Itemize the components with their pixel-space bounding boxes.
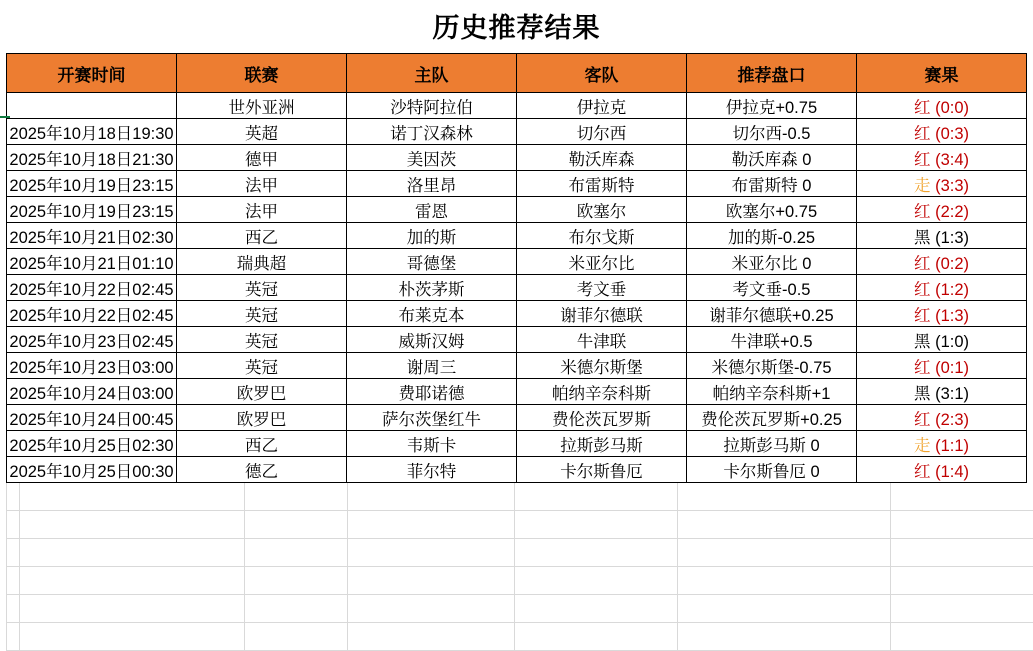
cell-league[interactable]: 法甲 xyxy=(177,197,347,223)
result-score: (1:1) xyxy=(935,437,969,455)
cell-home-team[interactable]: 哥德堡 xyxy=(347,249,517,275)
empty-cell[interactable] xyxy=(20,623,245,651)
result-badge xyxy=(914,120,969,144)
result-badge xyxy=(914,380,969,404)
result-tag: 红 xyxy=(914,125,931,143)
cell-home-team[interactable]: 布莱克本 xyxy=(347,301,517,327)
cell-result[interactable] xyxy=(857,145,1027,171)
result-tag: 黑 xyxy=(914,333,931,351)
result-score: (3:3) xyxy=(935,177,969,195)
cell-recommended-pick[interactable]: 布雷斯特 0 xyxy=(687,171,857,197)
cell-recommended-pick[interactable]: 米德尔斯堡-0.75 xyxy=(687,353,857,379)
cell-match-time[interactable]: 2025年10月24日00:45 xyxy=(7,405,177,431)
empty-cell[interactable] xyxy=(515,539,678,567)
cell-league[interactable]: 英冠 xyxy=(177,275,347,301)
cell-match-time[interactable]: 2025年10月19日23:15 xyxy=(7,171,177,197)
cell-match-time[interactable]: 2025年10月25日00:30 xyxy=(7,457,177,483)
empty-cell[interactable] xyxy=(245,483,348,511)
result-score: (3:1) xyxy=(935,385,969,403)
cell-recommended-pick[interactable]: 费伦茨瓦罗斯+0.25 xyxy=(687,405,857,431)
cell-result[interactable] xyxy=(857,171,1027,197)
cell-result[interactable] xyxy=(857,457,1027,483)
table-row[interactable] xyxy=(7,223,1027,249)
cell-away-team[interactable]: 帕纳辛奈科斯 xyxy=(517,379,687,405)
cell-recommended-pick[interactable]: 欧塞尔+0.75 xyxy=(687,197,857,223)
result-badge xyxy=(914,406,969,430)
empty-cell[interactable] xyxy=(348,511,515,539)
result-tag: 红 xyxy=(914,99,931,117)
result-badge xyxy=(914,458,969,482)
empty-cell[interactable] xyxy=(891,511,1033,539)
empty-cell[interactable] xyxy=(891,623,1033,651)
empty-cell[interactable] xyxy=(245,511,348,539)
cell-away-team[interactable]: 卡尔斯鲁厄 xyxy=(517,457,687,483)
empty-cell[interactable] xyxy=(891,483,1033,511)
result-score: (0:3) xyxy=(935,125,969,143)
result-badge xyxy=(914,432,969,456)
empty-cell[interactable] xyxy=(7,539,20,567)
table-row[interactable] xyxy=(7,353,1027,379)
empty-cell[interactable] xyxy=(515,595,678,623)
table-row[interactable] xyxy=(7,405,1027,431)
cell-result[interactable] xyxy=(857,197,1027,223)
result-score: (1:3) xyxy=(935,229,969,247)
column-header-time[interactable]: 开赛时间 xyxy=(7,54,177,93)
table-row[interactable] xyxy=(7,301,1027,327)
result-tag: 红 xyxy=(914,463,931,481)
result-tag: 红 xyxy=(914,307,931,325)
result-tag: 黑 xyxy=(914,385,931,403)
empty-cell[interactable] xyxy=(678,567,891,595)
empty-cell[interactable] xyxy=(7,511,20,539)
cell-match-time[interactable]: 2025年10月22日02:45 xyxy=(7,275,177,301)
result-badge xyxy=(914,276,969,300)
cell-away-team[interactable]: 拉斯彭马斯 xyxy=(517,431,687,457)
cell-match-time[interactable]: 2025年10月21日01:10 xyxy=(7,249,177,275)
table-row[interactable] xyxy=(7,327,1027,353)
empty-cell[interactable] xyxy=(7,595,20,623)
column-header-away-team[interactable]: 客队 xyxy=(517,54,687,93)
cell-result[interactable] xyxy=(857,249,1027,275)
empty-row[interactable] xyxy=(7,595,1033,623)
empty-cell[interactable] xyxy=(348,623,515,651)
empty-cell[interactable] xyxy=(245,539,348,567)
result-score: (2:2) xyxy=(935,203,969,221)
cell-away-team[interactable]: 布雷斯特 xyxy=(517,171,687,197)
cell-match-time[interactable]: 2025年10月22日02:45 xyxy=(7,301,177,327)
result-badge xyxy=(914,146,969,170)
table-row[interactable] xyxy=(7,171,1027,197)
cell-league[interactable]: 德乙 xyxy=(177,457,347,483)
empty-cell[interactable] xyxy=(348,483,515,511)
cell-recommended-pick[interactable]: 米亚尔比 0 xyxy=(687,249,857,275)
cell-result[interactable] xyxy=(857,431,1027,457)
row-selection-indicator xyxy=(0,90,10,118)
cell-recommended-pick[interactable]: 考文垂-0.5 xyxy=(687,275,857,301)
cell-result[interactable] xyxy=(857,119,1027,145)
cell-result[interactable] xyxy=(857,223,1027,249)
empty-cell[interactable] xyxy=(891,567,1033,595)
cell-match-time[interactable]: 2025年10月19日23:15 xyxy=(7,197,177,223)
cell-away-team[interactable]: 谢菲尔德联 xyxy=(517,301,687,327)
cell-home-team[interactable]: 谢周三 xyxy=(347,353,517,379)
cell-match-time[interactable]: 2025年10月25日02:30 xyxy=(7,431,177,457)
result-score: (2:3) xyxy=(935,411,969,429)
cell-recommended-pick[interactable]: 牛津联+0.5 xyxy=(687,327,857,353)
result-tag: 走 xyxy=(914,177,931,195)
cell-result[interactable] xyxy=(857,353,1027,379)
result-badge xyxy=(914,198,969,222)
cell-home-team[interactable]: 朴茨茅斯 xyxy=(347,275,517,301)
result-score: (1:3) xyxy=(935,307,969,325)
cell-league[interactable]: 世外亚洲 xyxy=(177,93,347,119)
cell-league[interactable]: 德甲 xyxy=(177,145,347,171)
history-results-table xyxy=(6,53,1027,483)
cell-recommended-pick[interactable]: 谢菲尔德联+0.25 xyxy=(687,301,857,327)
table-row[interactable] xyxy=(7,379,1027,405)
cell-away-team[interactable]: 布尔戈斯 xyxy=(517,223,687,249)
cell-match-time[interactable] xyxy=(7,93,177,119)
result-tag: 红 xyxy=(914,359,931,377)
empty-cell[interactable] xyxy=(20,511,245,539)
cell-recommended-pick[interactable]: 卡尔斯鲁厄 0 xyxy=(687,457,857,483)
cell-result[interactable] xyxy=(857,275,1027,301)
result-badge xyxy=(914,250,969,274)
result-score: (0:0) xyxy=(935,99,969,117)
result-tag: 红 xyxy=(914,411,931,429)
cell-result[interactable] xyxy=(857,301,1027,327)
table-row[interactable] xyxy=(7,145,1027,171)
empty-cell[interactable] xyxy=(7,567,20,595)
cell-league[interactable]: 瑞典超 xyxy=(177,249,347,275)
result-score: (3:4) xyxy=(935,151,969,169)
empty-cell[interactable] xyxy=(515,567,678,595)
empty-cell[interactable] xyxy=(678,511,891,539)
cell-match-time[interactable]: 2025年10月18日19:30 xyxy=(7,119,177,145)
empty-cell[interactable] xyxy=(678,539,891,567)
cell-away-team[interactable]: 切尔西 xyxy=(517,119,687,145)
table-row[interactable] xyxy=(7,197,1027,223)
empty-grid-table xyxy=(6,483,1033,651)
empty-cell[interactable] xyxy=(891,539,1033,567)
cell-home-team[interactable]: 萨尔茨堡红牛 xyxy=(347,405,517,431)
cell-result[interactable] xyxy=(857,93,1027,119)
empty-cell[interactable] xyxy=(348,567,515,595)
empty-row[interactable] xyxy=(7,623,1033,651)
empty-cell[interactable] xyxy=(348,539,515,567)
result-score: (1:4) xyxy=(935,463,969,481)
cell-away-team[interactable]: 勒沃库森 xyxy=(517,145,687,171)
cell-match-time[interactable]: 2025年10月23日03:00 xyxy=(7,353,177,379)
empty-cell[interactable] xyxy=(20,483,245,511)
empty-cell[interactable] xyxy=(20,539,245,567)
cell-league[interactable]: 法甲 xyxy=(177,171,347,197)
cell-result[interactable] xyxy=(857,379,1027,405)
result-score: (1:0) xyxy=(935,333,969,351)
cell-league[interactable]: 欧罗巴 xyxy=(177,405,347,431)
cell-result[interactable] xyxy=(857,327,1027,353)
cell-home-team[interactable]: 费耶诺德 xyxy=(347,379,517,405)
cell-recommended-pick[interactable]: 拉斯彭马斯 0 xyxy=(687,431,857,457)
empty-cell[interactable] xyxy=(515,483,678,511)
cell-league[interactable]: 英超 xyxy=(177,119,347,145)
cell-away-team[interactable]: 米德尔斯堡 xyxy=(517,353,687,379)
empty-cell[interactable] xyxy=(678,623,891,651)
result-badge xyxy=(914,224,969,248)
result-badge xyxy=(914,354,969,378)
cell-away-team[interactable]: 米亚尔比 xyxy=(517,249,687,275)
result-tag: 红 xyxy=(914,203,931,221)
result-badge xyxy=(914,172,969,196)
cell-league[interactable]: 欧罗巴 xyxy=(177,379,347,405)
cell-away-team[interactable]: 费伦茨瓦罗斯 xyxy=(517,405,687,431)
empty-cell[interactable] xyxy=(245,595,348,623)
cell-away-team[interactable]: 牛津联 xyxy=(517,327,687,353)
cell-recommended-pick[interactable]: 加的斯-0.25 xyxy=(687,223,857,249)
cell-match-time[interactable]: 2025年10月18日21:30 xyxy=(7,145,177,171)
cell-recommended-pick[interactable]: 帕纳辛奈科斯+1 xyxy=(687,379,857,405)
result-badge xyxy=(914,94,969,118)
cell-home-team[interactable]: 菲尔特 xyxy=(347,457,517,483)
empty-cell[interactable] xyxy=(7,483,20,511)
empty-rows-area xyxy=(0,483,1033,651)
empty-cell[interactable] xyxy=(7,623,20,651)
result-score: (0:2) xyxy=(935,255,969,273)
table-row[interactable] xyxy=(7,93,1027,119)
table-header-row xyxy=(7,54,1027,93)
cell-home-team[interactable]: 韦斯卡 xyxy=(347,431,517,457)
result-badge xyxy=(914,302,969,326)
cell-match-time[interactable]: 2025年10月24日03:00 xyxy=(7,379,177,405)
cell-away-team[interactable]: 伊拉克 xyxy=(517,93,687,119)
cell-home-team[interactable]: 诺丁汉森林 xyxy=(347,119,517,145)
cell-league[interactable]: 西乙 xyxy=(177,223,347,249)
table-body xyxy=(7,93,1027,483)
empty-cell[interactable] xyxy=(515,511,678,539)
cell-match-time[interactable]: 2025年10月21日02:30 xyxy=(7,223,177,249)
cell-home-team[interactable]: 洛里昂 xyxy=(347,171,517,197)
column-header-league[interactable]: 联赛 xyxy=(177,54,347,93)
result-score: (1:2) xyxy=(935,281,969,299)
result-tag: 黑 xyxy=(914,229,931,247)
cell-home-team[interactable]: 威斯汉姆 xyxy=(347,327,517,353)
empty-row[interactable] xyxy=(7,539,1033,567)
table-row[interactable] xyxy=(7,275,1027,301)
cell-match-time[interactable]: 2025年10月23日02:45 xyxy=(7,327,177,353)
cell-result[interactable] xyxy=(857,405,1027,431)
table-row[interactable] xyxy=(7,457,1027,483)
cell-home-team[interactable]: 美因茨 xyxy=(347,145,517,171)
table-row[interactable] xyxy=(7,119,1027,145)
empty-cell[interactable] xyxy=(678,483,891,511)
cell-league[interactable]: 英冠 xyxy=(177,353,347,379)
cell-recommended-pick[interactable]: 切尔西-0.5 xyxy=(687,119,857,145)
cell-home-team[interactable]: 雷恩 xyxy=(347,197,517,223)
column-header-home-team[interactable]: 主队 xyxy=(347,54,517,93)
cell-home-team[interactable]: 加的斯 xyxy=(347,223,517,249)
results-table-container xyxy=(0,53,1033,483)
cell-away-team[interactable]: 考文垂 xyxy=(517,275,687,301)
table-row[interactable] xyxy=(7,249,1027,275)
result-tag: 走 xyxy=(914,437,931,455)
empty-row[interactable] xyxy=(7,567,1033,595)
cell-league[interactable]: 西乙 xyxy=(177,431,347,457)
cell-league[interactable]: 英冠 xyxy=(177,301,347,327)
result-tag: 红 xyxy=(914,255,931,273)
empty-cell[interactable] xyxy=(20,595,245,623)
cell-league[interactable]: 英冠 xyxy=(177,327,347,353)
cell-recommended-pick[interactable]: 勒沃库森 0 xyxy=(687,145,857,171)
empty-cell[interactable] xyxy=(515,623,678,651)
empty-cell[interactable] xyxy=(245,567,348,595)
result-score: (0:1) xyxy=(935,359,969,377)
empty-cell[interactable] xyxy=(891,595,1033,623)
column-header-pick[interactable]: 推荐盘口 xyxy=(687,54,857,93)
result-badge xyxy=(914,328,969,352)
empty-cell[interactable] xyxy=(245,623,348,651)
empty-row[interactable] xyxy=(7,511,1033,539)
result-tag: 红 xyxy=(914,151,931,169)
table-row[interactable] xyxy=(7,431,1027,457)
result-tag: 红 xyxy=(914,281,931,299)
column-header-result[interactable]: 赛果 xyxy=(857,54,1027,93)
empty-cell[interactable] xyxy=(678,595,891,623)
empty-cell[interactable] xyxy=(348,595,515,623)
empty-row[interactable] xyxy=(7,483,1033,511)
empty-cell[interactable] xyxy=(20,567,245,595)
cell-away-team[interactable]: 欧塞尔 xyxy=(517,197,687,223)
cell-recommended-pick[interactable]: 伊拉克+0.75 xyxy=(687,93,857,119)
page-title: 历史推荐结果 xyxy=(0,0,1033,53)
cell-home-team[interactable]: 沙特阿拉伯 xyxy=(347,93,517,119)
